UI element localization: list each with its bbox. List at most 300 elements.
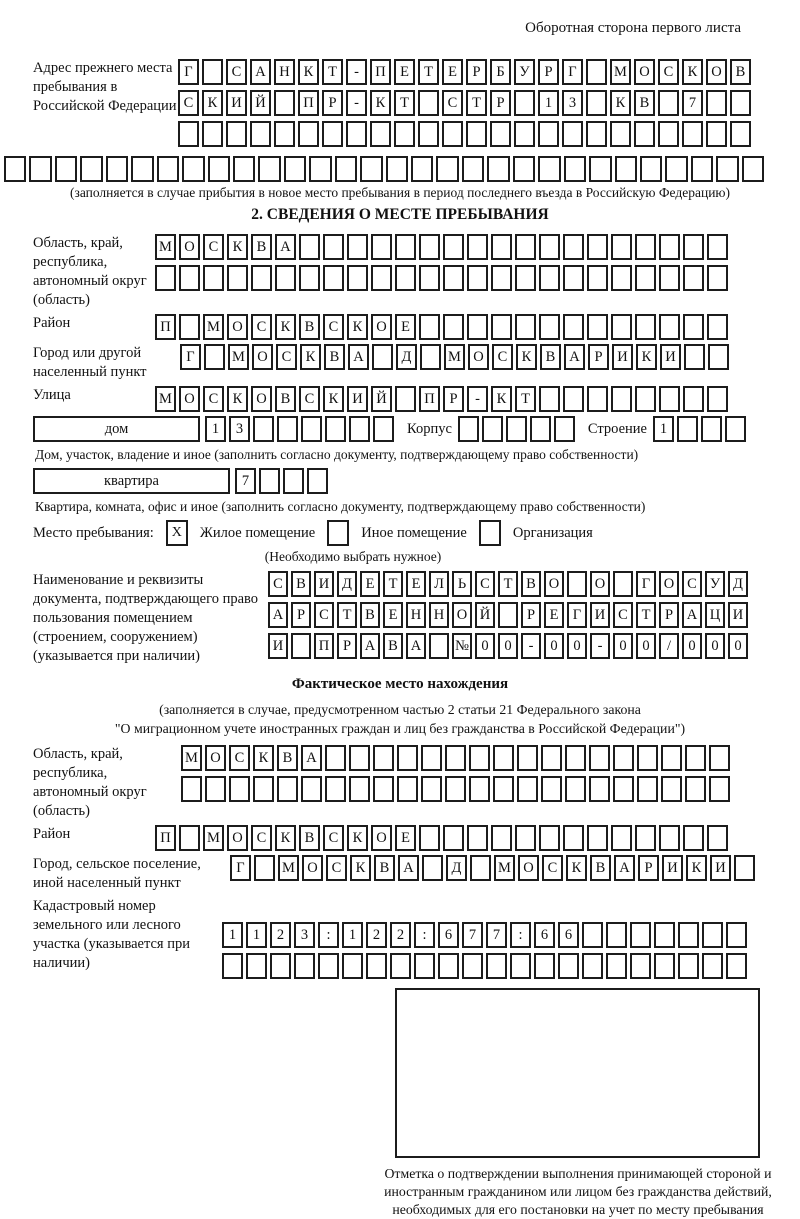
- previous-address-row-2: [178, 90, 754, 116]
- form-cell: [558, 953, 579, 979]
- form-cell: Т: [322, 59, 343, 85]
- form-cell: К: [682, 59, 703, 85]
- form-cell: [682, 121, 703, 147]
- apartment-cells-row: [235, 468, 331, 494]
- form-cell: [702, 953, 723, 979]
- form-cell: 3: [562, 90, 583, 116]
- form-cell: [182, 156, 204, 182]
- form-cell: [253, 416, 274, 442]
- stay-place-note: (Необходимо выбрать нужное): [264, 549, 442, 564]
- form-cell: [606, 953, 627, 979]
- form-cell: Р: [322, 90, 343, 116]
- structure-cells-row: [653, 416, 749, 442]
- form-cell: [259, 468, 280, 494]
- form-cell: К: [275, 825, 296, 851]
- form-cell: [419, 825, 440, 851]
- form-cell: [419, 265, 440, 291]
- form-cell: А: [348, 344, 369, 370]
- form-cell: [517, 745, 538, 771]
- other-premises-checkbox-label: Иное помещение: [361, 524, 467, 541]
- form-cell: [298, 121, 319, 147]
- form-cell: В: [324, 344, 345, 370]
- form-cell: [493, 745, 514, 771]
- form-cell: К: [610, 90, 631, 116]
- form-cell: [325, 416, 346, 442]
- form-cell: Д: [337, 571, 357, 597]
- form-cell: [563, 825, 584, 851]
- form-cell: О: [179, 386, 200, 412]
- form-cell: [445, 776, 466, 802]
- form-cell: :: [510, 922, 531, 948]
- form-cell: [539, 386, 560, 412]
- form-cell: 3: [294, 922, 315, 948]
- form-cell: Г: [567, 602, 587, 628]
- form-cell: К: [350, 855, 371, 881]
- form-cell: [691, 156, 713, 182]
- form-cell: [251, 265, 272, 291]
- form-cell: С: [226, 59, 247, 85]
- street-field-label: Улица: [33, 387, 71, 403]
- form-cell: [299, 234, 320, 260]
- form-cell: И: [226, 90, 247, 116]
- form-cell: В: [299, 314, 320, 340]
- form-cell: [233, 156, 255, 182]
- form-cell: [716, 156, 738, 182]
- form-cell: С: [203, 234, 224, 260]
- form-cell: К: [516, 344, 537, 370]
- form-cell: В: [360, 602, 380, 628]
- form-cell: Р: [466, 59, 487, 85]
- form-cell: И: [347, 386, 368, 412]
- form-cell: А: [250, 59, 271, 85]
- form-cell: И: [662, 855, 683, 881]
- form-cell: А: [682, 602, 702, 628]
- form-cell: Р: [538, 59, 559, 85]
- form-cell: [742, 156, 764, 182]
- form-cell: [563, 314, 584, 340]
- form-cell: [708, 344, 729, 370]
- form-cell: К: [300, 344, 321, 370]
- form-cell: К: [347, 314, 368, 340]
- form-cell: [683, 825, 704, 851]
- form-cell: [284, 156, 306, 182]
- form-cell: [587, 234, 608, 260]
- form-cell: [586, 59, 607, 85]
- form-cell: [462, 953, 483, 979]
- form-cell: [486, 953, 507, 979]
- form-cell: [563, 386, 584, 412]
- form-cell: [683, 234, 704, 260]
- form-cell: [422, 855, 443, 881]
- form-cell: [515, 234, 536, 260]
- organization-checkbox-label: Организация: [512, 524, 593, 541]
- form-cell: [469, 776, 490, 802]
- form-cell: 1: [538, 90, 559, 116]
- form-cell: Е: [442, 59, 463, 85]
- form-cell: [274, 121, 295, 147]
- fact-region-field-label: Область, край, республика, автономный округ (область): [33, 746, 147, 819]
- form-cell: 1: [246, 922, 267, 948]
- fact-district-cells-row: [155, 825, 731, 851]
- form-cell: [541, 745, 562, 771]
- form-cell: [346, 121, 367, 147]
- form-cell: [372, 344, 393, 370]
- form-cell: П: [155, 314, 176, 340]
- form-cell: С: [276, 344, 297, 370]
- form-cell: /: [659, 633, 679, 659]
- form-cell: [515, 265, 536, 291]
- form-cell: [659, 234, 680, 260]
- building-cells-row: [458, 416, 578, 442]
- form-cell: [515, 825, 536, 851]
- form-cell: 0: [613, 633, 633, 659]
- form-cell: [467, 265, 488, 291]
- fact-region-field: [33, 745, 767, 821]
- form-cell: В: [590, 855, 611, 881]
- form-cell: К: [491, 386, 512, 412]
- form-cell: 0: [544, 633, 564, 659]
- form-cell: [208, 156, 230, 182]
- form-cell: [684, 344, 705, 370]
- form-cell: [436, 156, 458, 182]
- document-cells-row-3: [268, 633, 751, 659]
- form-cell: [683, 314, 704, 340]
- form-cell: В: [634, 90, 655, 116]
- form-cell: [635, 386, 656, 412]
- form-cell: [659, 825, 680, 851]
- form-cell: У: [705, 571, 725, 597]
- form-cell: О: [371, 825, 392, 851]
- form-cell: [635, 314, 656, 340]
- form-cell: О: [590, 571, 610, 597]
- form-cell: [565, 776, 586, 802]
- form-cell: [370, 121, 391, 147]
- form-cell: К: [370, 90, 391, 116]
- form-cell: В: [275, 386, 296, 412]
- form-cell: [513, 156, 535, 182]
- form-cell: [587, 265, 608, 291]
- form-cell: [80, 156, 102, 182]
- form-cell: [683, 265, 704, 291]
- form-cell: Д: [728, 571, 748, 597]
- form-cell: Т: [466, 90, 487, 116]
- form-cell: [277, 776, 298, 802]
- form-cell: 0: [728, 633, 748, 659]
- form-cell: С: [475, 571, 495, 597]
- form-cell: №: [452, 633, 472, 659]
- form-cell: 6: [534, 922, 555, 948]
- form-cell: [659, 314, 680, 340]
- form-cell: 0: [498, 633, 518, 659]
- form-cell: [179, 825, 200, 851]
- form-cell: О: [468, 344, 489, 370]
- form-cell: [419, 234, 440, 260]
- form-cell: С: [203, 386, 224, 412]
- form-cell: [395, 386, 416, 412]
- form-cell: [517, 776, 538, 802]
- form-cell: И: [660, 344, 681, 370]
- form-cell: [323, 234, 344, 260]
- form-cell: [275, 265, 296, 291]
- fact-district-field: [33, 825, 767, 851]
- form-cell: [349, 416, 370, 442]
- form-cell: Т: [498, 571, 518, 597]
- form-cell: [467, 314, 488, 340]
- form-cell: [637, 745, 658, 771]
- form-cell: [493, 776, 514, 802]
- document-cells-row-1: [268, 571, 751, 597]
- form-cell: [373, 776, 394, 802]
- form-cell: А: [301, 745, 322, 771]
- form-cell: В: [277, 745, 298, 771]
- form-cell: Е: [406, 571, 426, 597]
- form-cell: 2: [366, 922, 387, 948]
- form-cell: О: [227, 825, 248, 851]
- house-cells-row: [205, 416, 397, 442]
- form-cell: [397, 745, 418, 771]
- form-cell: [325, 745, 346, 771]
- form-cell: [725, 416, 746, 442]
- street-cells-row: [155, 386, 731, 412]
- form-cell: [366, 953, 387, 979]
- form-cell: Р: [291, 602, 311, 628]
- form-cell: В: [291, 571, 311, 597]
- form-cell: [347, 234, 368, 260]
- residential-checkbox: X: [166, 520, 188, 546]
- form-cell: 7: [486, 922, 507, 948]
- form-cell: [309, 156, 331, 182]
- organization-checkbox: [479, 520, 501, 546]
- form-cell: [274, 90, 295, 116]
- form-cell: К: [566, 855, 587, 881]
- form-cell: [539, 314, 560, 340]
- actual-location-note-1: (заполняется в случае, предусмотренном частью 2 статьи 21 Федерального закона: [159, 702, 641, 717]
- form-cell: [179, 265, 200, 291]
- form-cell: Д: [396, 344, 417, 370]
- form-cell: [419, 314, 440, 340]
- form-cell: 1: [342, 922, 363, 948]
- form-cell: [301, 776, 322, 802]
- form-cell: [491, 825, 512, 851]
- other-premises-checkbox: [327, 520, 349, 546]
- form-cell: В: [730, 59, 751, 85]
- form-cell: [323, 265, 344, 291]
- form-cell: Н: [406, 602, 426, 628]
- form-cell: 1: [222, 922, 243, 948]
- form-cell: [491, 314, 512, 340]
- form-cell: [706, 90, 727, 116]
- form-cell: М: [610, 59, 631, 85]
- form-cell: У: [514, 59, 535, 85]
- form-cell: А: [398, 855, 419, 881]
- form-cell: И: [590, 602, 610, 628]
- fact-region-cells-row-2: [181, 776, 733, 802]
- form-cell: [394, 121, 415, 147]
- form-cell: [205, 776, 226, 802]
- form-cell: К: [227, 234, 248, 260]
- form-cell: Р: [443, 386, 464, 412]
- form-cell: -: [590, 633, 610, 659]
- form-cell: 1: [205, 416, 226, 442]
- form-cell: -: [521, 633, 541, 659]
- form-cell: Р: [588, 344, 609, 370]
- form-cell: [586, 90, 607, 116]
- form-cell: [538, 156, 560, 182]
- document-field: [33, 571, 767, 666]
- form-cell: О: [544, 571, 564, 597]
- stay-place-label: Место пребывания:: [33, 524, 154, 541]
- form-cell: [55, 156, 77, 182]
- form-cell: Й: [475, 602, 495, 628]
- form-cell: [490, 121, 511, 147]
- form-cell: [414, 953, 435, 979]
- section2-title: 2. СВЕДЕНИЯ О МЕСТЕ ПРЕБЫВАНИЯ: [251, 206, 549, 223]
- form-cell: [178, 121, 199, 147]
- form-cell: [707, 386, 728, 412]
- form-cell: С: [323, 825, 344, 851]
- form-cell: [301, 416, 322, 442]
- form-cell: Т: [636, 602, 656, 628]
- form-cell: [462, 156, 484, 182]
- form-cell: О: [252, 344, 273, 370]
- region-cells-row-2: [155, 265, 731, 291]
- form-cell: -: [346, 59, 367, 85]
- form-cell: [706, 121, 727, 147]
- form-cell: С: [178, 90, 199, 116]
- form-cell: 0: [682, 633, 702, 659]
- form-cell: [349, 776, 370, 802]
- form-cell: [665, 156, 687, 182]
- form-cell: [227, 265, 248, 291]
- form-cell: [587, 386, 608, 412]
- form-cell: [470, 855, 491, 881]
- fact-city-field: [33, 855, 767, 893]
- form-cell: [635, 265, 656, 291]
- form-cell: [498, 602, 518, 628]
- form-cell: К: [323, 386, 344, 412]
- cadastral-field: [33, 897, 767, 984]
- region-field: [33, 234, 767, 310]
- form-cell: [630, 922, 651, 948]
- form-cell: [342, 953, 363, 979]
- form-cell: Ь: [452, 571, 472, 597]
- previous-address-cell-rows: [178, 59, 754, 152]
- form-cell: В: [374, 855, 395, 881]
- form-cell: 7: [235, 468, 256, 494]
- apartment-row: [33, 468, 767, 494]
- form-cell: [254, 855, 275, 881]
- form-cell: Г: [230, 855, 251, 881]
- actual-location-note-2: "О миграционном учете иностранных граждан и лиц без гражданства в Российской Федерации"): [114, 721, 686, 736]
- form-cell: К: [275, 314, 296, 340]
- form-cell: 0: [705, 633, 725, 659]
- form-cell: [458, 416, 479, 442]
- form-cell: [347, 265, 368, 291]
- form-cell: [707, 265, 728, 291]
- form-cell: [514, 90, 535, 116]
- house-note: Дом, участок, владение и иное (заполнить согласно документу, подтверждающему право собственности): [35, 447, 639, 462]
- form-cell: О: [205, 745, 226, 771]
- form-cell: Т: [515, 386, 536, 412]
- form-cell: [611, 825, 632, 851]
- form-cell: [466, 121, 487, 147]
- form-cell: Г: [180, 344, 201, 370]
- form-cell: [539, 825, 560, 851]
- form-cell: С: [442, 90, 463, 116]
- form-cell: [683, 386, 704, 412]
- form-cell: 1: [653, 416, 674, 442]
- form-cell: [613, 571, 633, 597]
- form-cell: [702, 922, 723, 948]
- form-cell: Л: [429, 571, 449, 597]
- form-cell: [613, 776, 634, 802]
- form-cell: [658, 90, 679, 116]
- form-cell: Г: [562, 59, 583, 85]
- district-field-label: Район: [33, 315, 71, 331]
- form-cell: [253, 776, 274, 802]
- form-cell: [678, 953, 699, 979]
- form-cell: [587, 314, 608, 340]
- form-cell: [443, 825, 464, 851]
- stay-place-row: [33, 520, 767, 546]
- form-cell: [443, 234, 464, 260]
- form-cell: [730, 90, 751, 116]
- form-cell: С: [492, 344, 513, 370]
- form-cell: [582, 922, 603, 948]
- form-cell: [510, 953, 531, 979]
- form-cell: М: [494, 855, 515, 881]
- form-cell: [661, 745, 682, 771]
- building-label: Корпус: [407, 421, 452, 437]
- form-cell: [562, 121, 583, 147]
- form-cell: [418, 90, 439, 116]
- form-cell: [677, 416, 698, 442]
- form-cell: О: [371, 314, 392, 340]
- form-cell: Е: [395, 825, 416, 851]
- form-cell: [539, 265, 560, 291]
- form-cell: [106, 156, 128, 182]
- form-cell: [283, 468, 304, 494]
- form-cell: О: [251, 386, 272, 412]
- form-cell: О: [302, 855, 323, 881]
- form-cell: И: [268, 633, 288, 659]
- form-cell: В: [383, 633, 403, 659]
- form-cell: Р: [490, 90, 511, 116]
- form-cell: 0: [475, 633, 495, 659]
- form-cell: [349, 745, 370, 771]
- form-cell: [443, 314, 464, 340]
- form-cell: [325, 776, 346, 802]
- form-cell: О: [634, 59, 655, 85]
- form-cell: [567, 571, 587, 597]
- form-cell: [443, 265, 464, 291]
- form-cell: А: [564, 344, 585, 370]
- form-cell: Е: [544, 602, 564, 628]
- form-cell: [395, 234, 416, 260]
- form-cell: [678, 922, 699, 948]
- form-cell: В: [299, 825, 320, 851]
- region-cells-row-1: [155, 234, 731, 260]
- form-cell: [534, 953, 555, 979]
- form-cell: [634, 121, 655, 147]
- form-cell: Н: [429, 602, 449, 628]
- form-cell: [563, 265, 584, 291]
- cadastral-field-label: Кадастровый номер земельного или лесного участка (указывается при наличии): [33, 898, 190, 971]
- form-cell: [335, 156, 357, 182]
- form-cell: Р: [659, 602, 679, 628]
- form-cell: [586, 121, 607, 147]
- fact-district-field-label: Район: [33, 826, 71, 842]
